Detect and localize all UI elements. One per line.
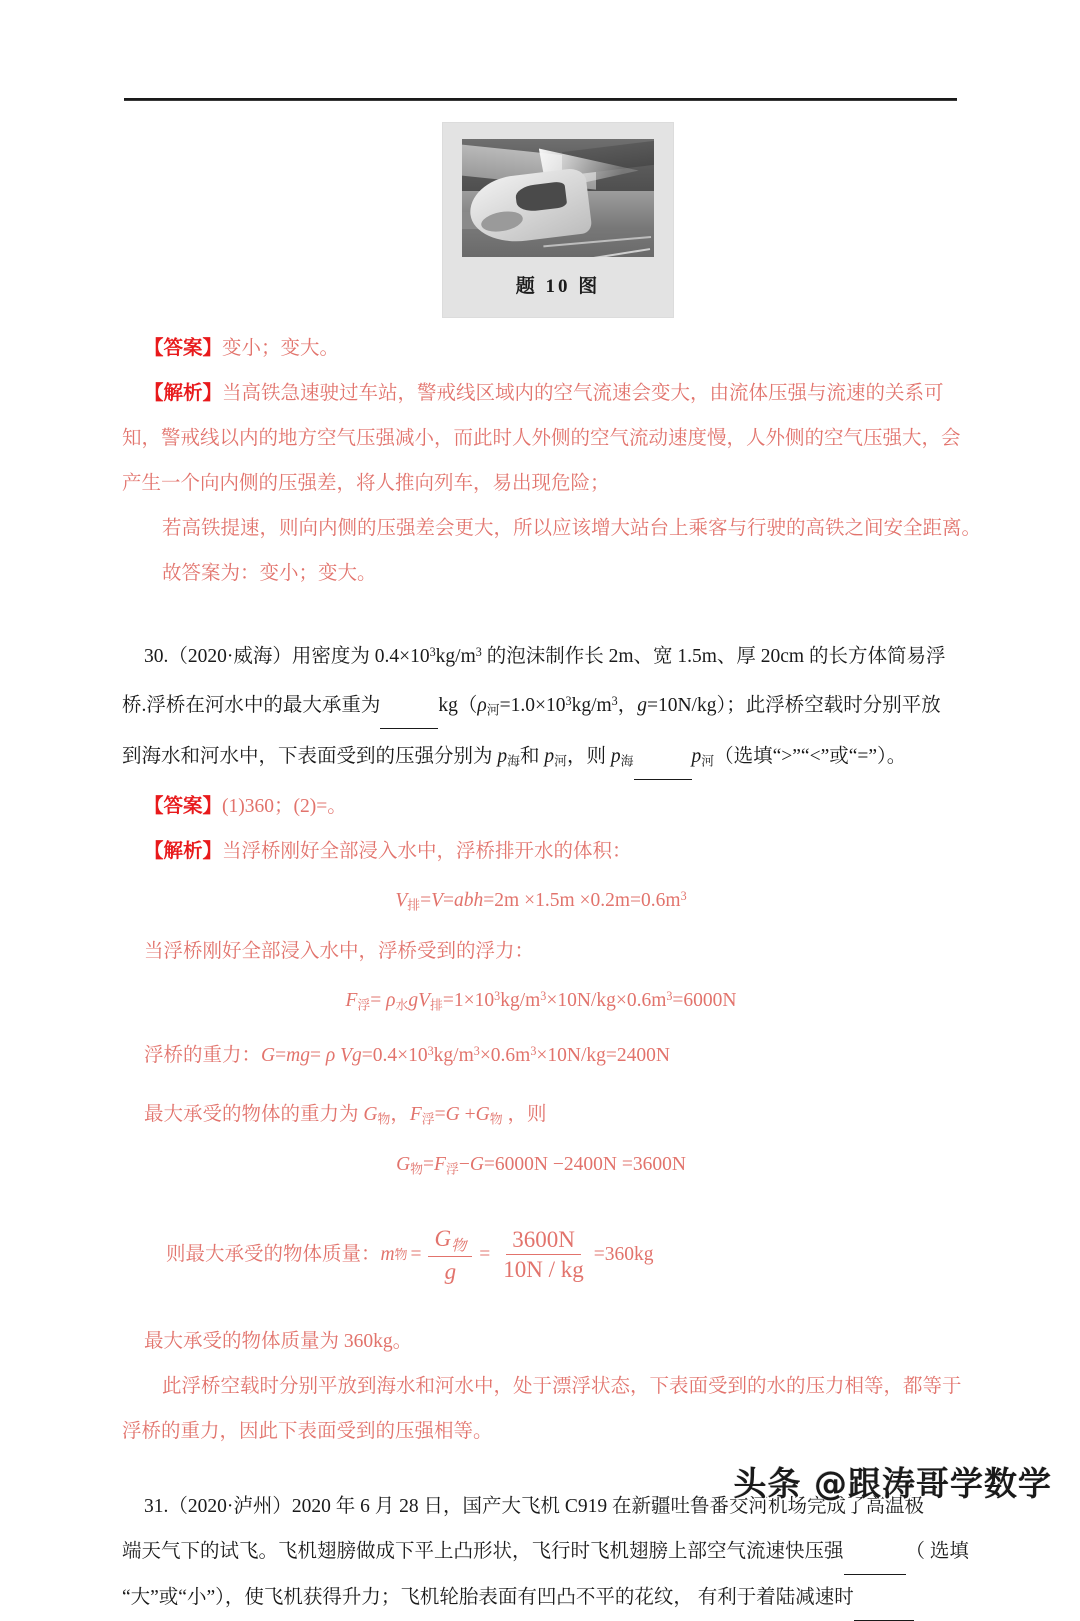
- formula-rest: =6000N: [672, 989, 737, 1011]
- q30-source: （2020·威海）: [168, 646, 292, 668]
- fraction-denominator: 10N / kg: [503, 1256, 584, 1282]
- analysis-text: 当浮桥刚好全部浸入水中，浮桥受到的浮力：: [144, 940, 535, 962]
- minus-sign: −: [458, 1154, 470, 1176]
- q30-text: ，: [617, 695, 638, 717]
- f-symbol: F: [434, 1154, 446, 1176]
- q30-gravity-line: [122, 1029, 960, 1078]
- f-subscript: 浮: [357, 998, 371, 1013]
- analysis-text: 产生一个向内侧的压强差，将人推向列车，易出现危险；: [122, 473, 610, 494]
- formula-rest: =2m ×1.5m ×0.2m=0.6m: [483, 890, 681, 912]
- q30-analysis-intro: [122, 829, 960, 874]
- analysis-text: 此浮桥空载时分别平放到海水和河水中，处于漂浮状态，下表面受到的水的压力相等，都等于: [162, 1375, 962, 1397]
- equals: =: [420, 890, 432, 912]
- rho-subscript: 水: [395, 998, 409, 1013]
- q29-analysis-line-4: [122, 506, 982, 551]
- f-symbol: F: [409, 1103, 422, 1125]
- abh-term: abh: [454, 890, 484, 912]
- rho-symbol: ρ: [325, 1044, 336, 1066]
- g-symbol: G: [261, 1044, 276, 1066]
- g-symbol: G: [396, 1154, 411, 1176]
- q30-text: 桥.浮桥在河水中的最大承重为: [122, 695, 381, 717]
- q30-statement-line-1: [122, 630, 960, 679]
- q30-sup: 3: [429, 645, 436, 659]
- fraction-g-over-g: [428, 1226, 472, 1284]
- q30-sup: 3: [475, 645, 482, 659]
- answer-label: 【答案】: [144, 338, 223, 359]
- formula-max-gravity: [122, 1142, 960, 1193]
- fraction-numerator: [428, 1226, 472, 1257]
- formula-sup: 3: [473, 1043, 480, 1058]
- figure-train-illustration: [442, 122, 674, 318]
- q30-text: kg/m: [571, 695, 612, 717]
- q31-statement-line-2: [122, 1529, 969, 1575]
- f-subscript: 浮: [421, 1112, 435, 1127]
- q31-source: （2020·泸州）: [168, 1495, 292, 1517]
- watermark-attribution: 头条 @跟涛哥学数学: [733, 1464, 1052, 1503]
- fraction-denominator: g: [444, 1258, 457, 1284]
- p-symbol: p: [691, 745, 702, 767]
- p-symbol: p: [544, 745, 555, 767]
- equals: =: [443, 890, 455, 912]
- p-subscript: 海: [507, 754, 520, 769]
- q30-answer-line: [122, 784, 960, 829]
- p-subscript: 河: [554, 754, 567, 769]
- g-symbol: G: [445, 1103, 460, 1125]
- p-symbol: p: [610, 745, 621, 767]
- rho-symbol: ρ: [477, 695, 487, 717]
- fraction-result: =360kg: [593, 1244, 654, 1265]
- analysis-text: 当浮桥刚好全部浸入水中，浮桥排开水的体积：: [222, 841, 632, 863]
- formula-volume: [122, 874, 960, 929]
- formula-rest: ×10N/kg×0.6m: [546, 989, 667, 1011]
- formula-sup: 3: [666, 988, 673, 1003]
- q31-text: （ 选填: [905, 1540, 969, 1562]
- v-symbol: V: [335, 1044, 352, 1066]
- v-symbol: V: [418, 989, 431, 1011]
- m-symbol: m: [380, 1244, 395, 1265]
- p-subscript: 海: [620, 754, 634, 769]
- g-symbol: G: [363, 1103, 378, 1125]
- rho-symbol: ρ: [386, 989, 396, 1011]
- q31-statement-line-3: [122, 1575, 960, 1621]
- q30-buoyancy-line: [122, 929, 960, 974]
- q30-text: =1.0×10: [499, 695, 566, 717]
- q31-text: “大”或“小”），使飞机获得升力；飞机轮胎表面有凹凸不平的花纹， 有利于着陆减速时: [122, 1586, 854, 1608]
- g-symbol: G: [469, 1154, 484, 1176]
- answer-label: 【答案】: [144, 796, 223, 818]
- p-symbol: p: [497, 745, 508, 767]
- q29-answer-line: [122, 326, 960, 371]
- spacer: [122, 596, 960, 630]
- q30-result-line: [122, 1319, 960, 1364]
- spacer: [122, 1193, 960, 1209]
- q31-text: 端天气下的试飞。飞机翅膀做成下平上凸形状，飞行时飞机翅膀上部空气流速快压强: [122, 1540, 844, 1562]
- q30-final-line-1: [122, 1364, 960, 1409]
- q29-analysis-line-1: [122, 371, 960, 416]
- p-subscript: 河: [701, 754, 715, 769]
- q31-number: 31.: [144, 1495, 169, 1517]
- formula-rest: =6000N −2400N =3600N: [483, 1154, 686, 1176]
- formula-rest: =0.4×10: [361, 1044, 428, 1066]
- q31-text: 2020 年 6 月 28 日，国产大飞机 C919 在新疆吐鲁番交河机场完成了高温极: [291, 1495, 925, 1517]
- fraction-prefix: 则最大承受的物体质量：: [166, 1244, 381, 1265]
- equals: =: [410, 1244, 422, 1265]
- formula-sup: 3: [427, 1043, 434, 1058]
- header-divider: [124, 98, 957, 101]
- equals: =: [434, 1103, 446, 1125]
- formula-rest: ×0.6m: [479, 1044, 531, 1066]
- equals: =: [275, 1044, 287, 1066]
- equals: =: [423, 1154, 435, 1176]
- figure-caption: 题 10 图: [515, 276, 601, 297]
- g-symbol: g: [637, 695, 647, 717]
- answer-text: 变小；变大。: [222, 338, 340, 359]
- answer-blank-3[interactable]: [844, 1529, 906, 1575]
- rho-subscript: 河: [486, 703, 500, 718]
- formula-mass-fraction: [122, 1209, 960, 1301]
- analysis-text: 浮桥的重力，因此下表面受到的压强相等。: [122, 1420, 493, 1442]
- spacer: [122, 1078, 960, 1092]
- equals: =: [479, 1244, 491, 1265]
- q30-text: 用密度为 0.4×10: [291, 646, 430, 668]
- answer-blank-2[interactable]: [634, 734, 692, 780]
- formula-rest: =1×10: [442, 989, 495, 1011]
- q30-text: ，则: [567, 745, 611, 767]
- q30-text: 的泡沫制作长 2m、宽 1.5m、厚 20cm 的长方体简易浮: [481, 646, 946, 668]
- analysis-label: 【解析】: [144, 841, 223, 863]
- q30-statement-line-3: [122, 734, 960, 785]
- formula-sup: 3: [494, 988, 501, 1003]
- formula-sup: 3: [540, 988, 547, 1003]
- formula-buoyancy: [122, 974, 960, 1029]
- q30-statement-line-2: [122, 679, 960, 734]
- q29-analysis-line-2: [122, 416, 960, 461]
- plus-sign: +: [459, 1103, 476, 1125]
- q30-text: （选填“>”“<”或“=”）。: [714, 745, 907, 767]
- analysis-text: 若高铁提速，则向内侧的压强差会更大，所以应该增大站台上乘客与行驶的高铁之间安全距离。: [162, 518, 982, 539]
- answer-blank-4[interactable]: [854, 1575, 914, 1621]
- fraction-3600-over-10: [497, 1227, 590, 1282]
- analysis-label: 【解析】: [144, 383, 223, 404]
- analysis-text: ，则: [502, 1103, 547, 1125]
- f-subscript: 浮: [445, 1162, 459, 1177]
- v-symbol: V: [431, 890, 444, 912]
- v-subscript: 排: [430, 998, 443, 1013]
- analysis-text: 最大承受的物体的重力为: [144, 1103, 364, 1125]
- q30-text: kg/m: [435, 646, 476, 668]
- q30-sup: 3: [611, 694, 618, 709]
- formula-rest: kg/m: [433, 1044, 474, 1066]
- g-subscript: 物: [377, 1112, 391, 1127]
- formula-sup: 3: [530, 1043, 537, 1058]
- q29-analysis-line-3: [122, 461, 960, 506]
- answer-text: (1)360；(2)=。: [222, 796, 347, 818]
- q30-text: =10N/kg）；此浮桥空载时分别平放: [646, 695, 941, 717]
- g-symbol: G: [475, 1103, 490, 1125]
- v-subscript: 排: [407, 898, 421, 913]
- analysis-text: 当高铁急速驶过车站，警戒线区域内的空气流速会变大，由流体压强与流速的关系可: [222, 383, 944, 404]
- analysis-text: 浮桥的重力：: [144, 1044, 262, 1066]
- q29-analysis-line-5: [122, 551, 960, 596]
- g-symbol: g: [408, 989, 419, 1011]
- f-symbol: F: [345, 989, 358, 1011]
- g-subscript: 物: [489, 1112, 503, 1127]
- analysis-text: 知，警戒线以内的地方空气压强减小，而此时人外侧的空气流动速度慢，人外侧的空气压强大，会: [122, 428, 961, 449]
- equals: =: [370, 989, 387, 1011]
- formula-sup: 3: [680, 889, 687, 904]
- q30-text: 到海水和河水中，下表面受到的压强分别为: [122, 745, 498, 767]
- q30-max-weight-line: [122, 1092, 960, 1143]
- m-subscript: 物: [394, 1247, 408, 1262]
- q30-sup: 3: [565, 694, 572, 709]
- q30-text: kg（: [438, 695, 478, 717]
- analysis-text: ，: [390, 1103, 410, 1125]
- document-body: [122, 326, 982, 1621]
- q30-text: 和: [520, 745, 545, 767]
- equals: =: [309, 1044, 326, 1066]
- q30-number: 30.: [144, 646, 169, 668]
- analysis-text: 最大承受的物体质量为 360kg。: [144, 1330, 413, 1352]
- mg-term: mg: [286, 1044, 310, 1066]
- analysis-text: 故答案为：变小；变大。: [162, 563, 377, 584]
- formula-rest: kg/m: [500, 989, 541, 1011]
- formula-rest: ×10N/kg=2400N: [536, 1044, 670, 1066]
- g-symbol: G: [434, 1225, 452, 1251]
- train-photo: [462, 139, 654, 257]
- spacer: [122, 1301, 960, 1319]
- g-symbol: g: [352, 1044, 362, 1066]
- fraction-numerator: 3600N: [506, 1227, 581, 1254]
- g-subscript: 物: [410, 1162, 424, 1177]
- g-subscript: 物: [451, 1236, 467, 1254]
- q30-final-line-2: [122, 1409, 960, 1454]
- answer-blank-1[interactable]: [380, 683, 438, 729]
- v-symbol: V: [395, 890, 408, 912]
